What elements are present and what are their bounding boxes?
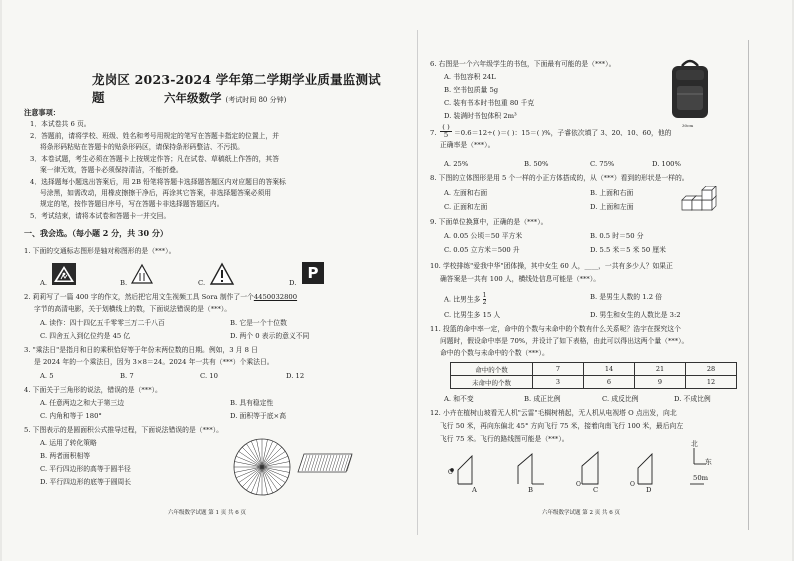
q8-option-d: D. 上面和左面 [590, 203, 634, 211]
q9-stem: 9. 下面单位换算中，正确的是（***）。 [430, 218, 548, 226]
table-row [451, 363, 737, 376]
q2-stem-line1 [24, 293, 297, 301]
q4-option-b: B. 具有稳定性 [230, 399, 274, 407]
table-cell: 14 [584, 363, 635, 376]
table-cell: 12 [686, 376, 737, 389]
warning-sign-icon [52, 263, 76, 285]
q12-option-b: B [528, 486, 533, 494]
svg-text:O: O [630, 481, 635, 488]
circle-sectors-figure [232, 437, 292, 497]
q1-option-a: A. [40, 279, 48, 287]
q12-stem-line1: 12. 小卉在植树山坡看无人机"云雷"毛榈树梢起，无人机从电视塔 O 点出发，向北 [430, 409, 677, 417]
q7-number: 7. [430, 129, 437, 137]
q5-option-d: D. 平行四边形的底等于圆周长 [40, 478, 132, 486]
q5-stem: 5. 下图表示的是圆面积公式推导过程，下面说法错误的是（***）。 [24, 426, 223, 434]
q3-option-d: D. 12 [286, 372, 305, 380]
q12-stem-line3: 飞行 75 米。飞行的路线图可能是（***）。 [440, 435, 569, 443]
traffic-sign-icon [130, 263, 154, 285]
q12-option-a: A [472, 486, 477, 494]
q8-option-a: A. 左面和右面 [444, 189, 488, 197]
q3-option-b: B. 7 [120, 372, 134, 380]
backpack-icon [666, 56, 714, 124]
table-cell: 21 [635, 363, 686, 376]
q11-option-b: B. 成正比例 [524, 395, 561, 403]
q9-option-b: B. 0.5 时＝50 分 [590, 232, 644, 240]
table-cell: 7 [533, 363, 584, 376]
svg-text:O: O [448, 469, 453, 476]
column-divider [417, 30, 418, 535]
note-line: 规定的笔，按作答题目序号，写在答题卡非选择题答题区内。 [40, 200, 224, 208]
q7-stem-line1: ＝0.6＝12÷( )＝( )：15＝( )%，子睿依次填了 3、20、10、60，他的 [454, 129, 672, 137]
q3-option-c: C. 10 [200, 372, 218, 380]
exam-title: 龙岗区 2023-2024 学年第二学期学业质量监测试题 [92, 72, 381, 105]
note-line: 5．考试结束，请将本试卷和答题卡一并交回。 [30, 212, 171, 220]
q5-option-a: A. 运用了转化策略 [40, 439, 97, 447]
q11-option-d: D. 不成比例 [674, 395, 711, 403]
q2-option-b: B. 它是一个十位数 [230, 319, 287, 327]
q7-option-b: B. 50% [524, 160, 549, 168]
exam-subject [164, 90, 286, 106]
q11-table [450, 362, 737, 389]
page-edge [748, 40, 749, 530]
exclamation-sign-icon [209, 262, 235, 286]
q2-option-d: D. 两个 0 表示的意义不同 [230, 332, 310, 340]
q6-option-c: C. 装有书本时书包重 80 千克 [444, 99, 535, 107]
q5-option-b: B. 两者面积相等 [40, 452, 91, 460]
q1-option-b: B. [120, 279, 128, 287]
q2-option-c: C. 四舍五入到亿位约是 45 亿 [40, 332, 131, 340]
q9-option-d: D. 5.5 米＝5 米 50 厘米 [590, 246, 666, 254]
q4-option-a: A. 任意两边之和大于第三边 [40, 399, 124, 407]
q8-option-b: B. 上面和右面 [590, 189, 634, 197]
footer-right: 六年级数学试题 第 2 页 共 6 页 [542, 510, 620, 516]
table-row [451, 376, 737, 389]
q4-option-d: D. 面积等于底×高 [230, 412, 287, 420]
q11-stem-line1: 11. 投篮的命中率一定，命中的个数与未命中的个数有什么关系呢？浩宇在探究这个 [430, 325, 681, 333]
subject-label: 六年级数学 [164, 91, 222, 105]
note-line: 2．答题前，请将学校、班级、姓名和考号用规定的笔写在答题卡指定的位置上，并 [30, 132, 280, 140]
q12-option-c: C [593, 486, 599, 494]
q6-stem: 6. 右图是一个六年级学生的书包，下面最有可能的是（***）。 [430, 60, 616, 68]
q2-option-a: A. 读作：四十四亿五千零零三万二千八百 [40, 319, 165, 327]
q7-frac-num: ( ) [440, 124, 452, 132]
q7-frac-den: 5 [443, 130, 449, 139]
note-line: 3．本卷试题，考生必须在答题卡上按规定作答；凡在试卷、草稿纸上作答的，其答 [30, 155, 280, 163]
svg-text:O: O [576, 481, 581, 488]
q7-option-d: D. 100% [652, 160, 681, 168]
q10-fraction [483, 293, 487, 306]
note-line: 号涂黑，如需改动，用橡皮擦擦干净后，再涂其它答案，非选择题答案必须用 [40, 189, 272, 197]
q3-stem-line2: 是 2024 年的一个乘法日，因为 3×8＝24。2024 年一共有（***）个乘法日。 [34, 358, 274, 366]
q6-option-a: A. 书包容积 24L [444, 73, 496, 81]
q10-stem-line1: 10. 学校排练"爱我中华"团体操，其中女生 60 人，____，一共有多少人？如果正 [430, 262, 673, 270]
q4-stem: 4. 下面关于三角形的说法，错误的是（***）。 [24, 386, 162, 394]
q2-number: 4450032800 [253, 293, 298, 301]
q6-option-d: D. 装满时书包体积 2m³ [444, 112, 517, 120]
q6-option-b: B. 空书包质量 5g [444, 86, 499, 94]
q3-stem-line1: 3. "乘法日"是指月和日的乘积恰好等于年份末两位数的日期。例如，3 月 8 日 [24, 346, 258, 354]
q10-stem-line2: 确答案是一共有 100 人，横线处信息可能是（***）。 [440, 275, 601, 283]
scale-label: 50m [693, 474, 709, 482]
notes-heading: 注意事项： [24, 108, 60, 117]
q9-option-c: C. 0.05 立方米＝500 升 [444, 246, 520, 254]
q1-stem: 1. 下面的交通标志图形是轴对称图形的是（***）。 [24, 247, 176, 255]
compass-east-label: 东 [705, 458, 712, 466]
q12-stem-line2: 飞行 50 米，再向东偏北 45° 方向飞行 75 米，接着向南飞行 100 米，最后向左 [440, 422, 684, 430]
compass-north-label: 北 [691, 440, 698, 448]
q8-stem: 8. 下图的立体图形是用 5 个一样的小正方体搭成的，从（***）看到的形状是一样的。 [430, 174, 689, 182]
note-line: 案一律无效，答题卡必须保持清洁，不能折叠。 [40, 166, 183, 174]
table-cell: 未命中的个数 [451, 376, 533, 389]
q11-option-c: C. 成反比例 [602, 395, 639, 403]
table-cell: 28 [686, 363, 737, 376]
q9-option-a: A. 0.05 公顷＝50 平方米 [444, 232, 523, 240]
bag-caption: 30cm [682, 123, 694, 128]
parallelogram-strips-figure [294, 452, 354, 474]
q10-frac-num: 1 [482, 292, 487, 299]
q10-option-d: D. 男生和女生的人数比是 3:2 [590, 311, 681, 319]
exam-sheet [2, 0, 792, 561]
table-cell: 命中的个数 [451, 363, 533, 376]
q2-stem: 2. 莉莉写了一篇 400 字的作文，然后把它用文生视频工具 Sora 制作了一个 [24, 293, 254, 301]
note-line: 4．选择题每小题选出答案后，用 2B 铅笔将答题卡选择题答题区内对应题目的答案标 [30, 178, 286, 186]
q10-option-c: C. 比男生多 15 人 [444, 311, 501, 319]
q10-frac-den: 2 [482, 299, 487, 306]
q7-option-a: A. 25% [444, 160, 469, 168]
cube-stack-figure [680, 186, 720, 218]
q11-stem-line2: 问题时，假设命中率是 70%，并设计了如下表格，由此可以得出这两个量（***）。 [440, 337, 689, 345]
q10-option-a-text: A. 比男生多 [444, 295, 481, 304]
footer-left: 六年级数学试题 第 1 页 共 6 页 [168, 510, 246, 516]
note-line: 将条形码粘贴在答题卡的贴条形码区，请保持条形码整洁、不污损。 [40, 143, 244, 151]
q5-option-c: C. 平行四边形的高等于圆半径 [40, 465, 131, 473]
q11-option-a: A. 和不变 [444, 395, 474, 403]
table-cell: 9 [635, 376, 686, 389]
q10-option-b: B. 是男生人数的 1.2 倍 [590, 293, 663, 301]
flight-path-options-figure [442, 440, 712, 500]
table-cell: 3 [533, 376, 584, 389]
q11-stem-line4: 命中的个数与未命中的个数（***）。 [440, 349, 549, 357]
q7-option-c: C. 75% [590, 160, 615, 168]
q8-option-c: C. 正面和左面 [444, 203, 488, 211]
q1-option-d: D. [289, 279, 297, 287]
q7-fraction [440, 124, 452, 139]
q7-stem-line2: 正确率是（***）。 [440, 141, 495, 149]
exam-time: (考试时间 80 分钟) [225, 96, 287, 104]
table-cell: 6 [584, 376, 635, 389]
q2-stem-line2: 字节的高清电影，关于划横线上的数，下面说法错误的是（***）。 [34, 305, 232, 313]
q10-option-a [444, 293, 486, 306]
section-heading: 一、我会选。（每小题 2 分，共 30 分） [24, 228, 168, 238]
q4-option-c: C. 内角和等于 180° [40, 412, 102, 420]
q1-option-c: C. [198, 279, 206, 287]
parking-sign-icon: P [302, 262, 324, 284]
q3-option-a: A. 5 [40, 372, 54, 380]
q12-option-d: D [646, 486, 652, 494]
note-line: 1．本试卷共 6 页。 [30, 120, 91, 128]
